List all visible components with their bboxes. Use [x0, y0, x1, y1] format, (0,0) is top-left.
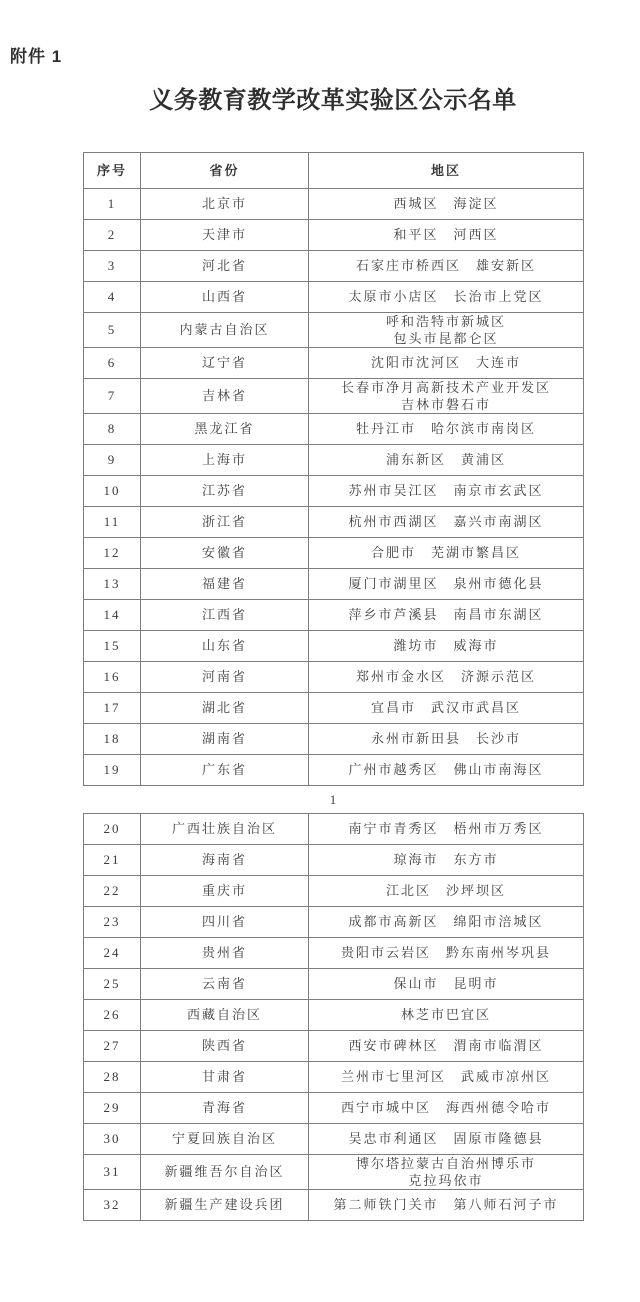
cell-province: 贵州省 [141, 938, 309, 969]
table-row [84, 1000, 584, 1031]
table-row [84, 631, 584, 662]
cell-province: 四川省 [141, 907, 309, 938]
cell-province: 河北省 [141, 251, 309, 282]
cell-province: 内蒙古自治区 [141, 313, 309, 348]
table-row [84, 220, 584, 251]
cell-regions: 江北区 沙坪坝区 [309, 876, 584, 907]
cell-province: 宁夏回族自治区 [141, 1124, 309, 1155]
cell-regions: 永州市新田县 长沙市 [309, 724, 584, 755]
table-row [84, 538, 584, 569]
cell-row-number: 29 [84, 1093, 141, 1124]
cell-row-number: 24 [84, 938, 141, 969]
cell-province: 河南省 [141, 662, 309, 693]
cell-province: 山东省 [141, 631, 309, 662]
cell-province: 甘肃省 [141, 1062, 309, 1093]
page-title: 义务教育教学改革实验区公示名单 [149, 88, 517, 114]
cell-row-number: 6 [84, 348, 141, 379]
cell-province: 黑龙江省 [141, 414, 309, 445]
cell-row-number: 26 [84, 1000, 141, 1031]
table-row [84, 1155, 584, 1190]
cell-row-number: 14 [84, 600, 141, 631]
cell-province: 湖北省 [141, 693, 309, 724]
cell-row-number: 4 [84, 282, 141, 313]
cell-province: 云南省 [141, 969, 309, 1000]
cell-regions: 郑州市金水区 济源示范区 [309, 662, 584, 693]
cell-regions: 潍坊市 威海市 [309, 631, 584, 662]
roster-table-page2 [83, 813, 584, 1221]
table-row [84, 569, 584, 600]
cell-regions: 厦门市湖里区 泉州市德化县 [309, 569, 584, 600]
cell-regions: 广州市越秀区 佛山市南海区 [309, 755, 584, 786]
cell-regions: 浦东新区 黄浦区 [309, 445, 584, 476]
table-row [84, 876, 584, 907]
table-row [84, 189, 584, 220]
table-row [84, 693, 584, 724]
cell-regions: 第二师铁门关市 第八师石河子市 [309, 1190, 584, 1221]
cell-row-number: 22 [84, 876, 141, 907]
table-row [84, 1031, 584, 1062]
cell-regions: 西宁市城中区 海西州德令哈市 [309, 1093, 584, 1124]
table-row [84, 1093, 584, 1124]
cell-regions [309, 379, 584, 414]
table-row [84, 814, 584, 845]
cell-regions: 保山市 昆明市 [309, 969, 584, 1000]
cell-province: 江苏省 [141, 476, 309, 507]
cell-province: 广东省 [141, 755, 309, 786]
cell-province: 安徽省 [141, 538, 309, 569]
cell-regions: 和平区 河西区 [309, 220, 584, 251]
table-row [84, 414, 584, 445]
table-row [84, 379, 584, 414]
table-row [84, 662, 584, 693]
cell-row-number: 1 [84, 189, 141, 220]
cell-province: 新疆维吾尔自治区 [141, 1155, 309, 1190]
table-row [84, 445, 584, 476]
cell-row-number: 28 [84, 1062, 141, 1093]
cell-province: 天津市 [141, 220, 309, 251]
cell-regions [309, 1155, 584, 1190]
cell-row-number: 5 [84, 313, 141, 348]
cell-regions: 苏州市吴江区 南京市玄武区 [309, 476, 584, 507]
table-row [84, 476, 584, 507]
table-row [84, 755, 584, 786]
table-row [84, 724, 584, 755]
cell-regions: 宜昌市 武汉市武昌区 [309, 693, 584, 724]
cell-row-number: 2 [84, 220, 141, 251]
table-row [84, 1124, 584, 1155]
cell-regions: 林芝市巴宜区 [309, 1000, 584, 1031]
cell-row-number: 10 [84, 476, 141, 507]
cell-province: 江西省 [141, 600, 309, 631]
cell-row-number: 8 [84, 414, 141, 445]
cell-regions: 西安市碑林区 渭南市临渭区 [309, 1031, 584, 1062]
cell-regions: 太原市小店区 长治市上党区 [309, 282, 584, 313]
table-row [84, 282, 584, 313]
cell-regions: 琼海市 东方市 [309, 845, 584, 876]
cell-regions: 西城区 海淀区 [309, 189, 584, 220]
cell-province: 湖南省 [141, 724, 309, 755]
cell-regions: 成都市高新区 绵阳市涪城区 [309, 907, 584, 938]
cell-row-number: 25 [84, 969, 141, 1000]
cell-province: 海南省 [141, 845, 309, 876]
cell-province: 新疆生产建设兵团 [141, 1190, 309, 1221]
region-name: 长春市净月高新技术产业开发区 [340, 380, 551, 395]
cell-row-number: 3 [84, 251, 141, 282]
column-header-region: 地区 [309, 153, 584, 189]
cell-row-number: 21 [84, 845, 141, 876]
column-header-province: 省份 [141, 153, 309, 189]
cell-row-number: 7 [84, 379, 141, 414]
region-name: 呼和浩特市新城区 [385, 314, 506, 329]
cell-province: 浙江省 [141, 507, 309, 538]
cell-row-number: 32 [84, 1190, 141, 1221]
cell-province: 福建省 [141, 569, 309, 600]
cell-province: 吉林省 [141, 379, 309, 414]
cell-regions: 贵阳市云岩区 黔东南州岑巩县 [309, 938, 584, 969]
table-row [84, 600, 584, 631]
cell-regions [309, 313, 584, 348]
cell-province: 广西壮族自治区 [141, 814, 309, 845]
cell-row-number: 16 [84, 662, 141, 693]
cell-province: 辽宁省 [141, 348, 309, 379]
cell-regions: 杭州市西湖区 嘉兴市南湖区 [309, 507, 584, 538]
table-row [84, 969, 584, 1000]
table-row [84, 313, 584, 348]
cell-row-number: 12 [84, 538, 141, 569]
table-row [84, 907, 584, 938]
cell-province: 上海市 [141, 445, 309, 476]
cell-regions: 牡丹江市 哈尔滨市南岗区 [309, 414, 584, 445]
column-header-no: 序号 [84, 153, 141, 189]
cell-row-number: 27 [84, 1031, 141, 1062]
cell-province: 北京市 [141, 189, 309, 220]
table-row [84, 845, 584, 876]
cell-row-number: 17 [84, 693, 141, 724]
cell-regions: 合肥市 芜湖市繁昌区 [309, 538, 584, 569]
cell-regions: 吴忠市利通区 固原市隆德县 [309, 1124, 584, 1155]
cell-row-number: 18 [84, 724, 141, 755]
table-row [84, 1062, 584, 1093]
region-name: 博尔塔拉蒙古自治州博乐市 [355, 1156, 536, 1171]
cell-row-number: 11 [84, 507, 141, 538]
cell-regions: 兰州市七里河区 武威市凉州区 [309, 1062, 584, 1093]
cell-regions: 南宁市青秀区 梧州市万秀区 [309, 814, 584, 845]
cell-row-number: 31 [84, 1155, 141, 1190]
cell-row-number: 15 [84, 631, 141, 662]
cell-row-number: 19 [84, 755, 141, 786]
region-name: 包头市昆都仑区 [393, 331, 499, 346]
page-number: 1 [329, 792, 337, 807]
attachment-label: 附件 1 [10, 47, 63, 66]
cell-row-number: 13 [84, 569, 141, 600]
cell-row-number: 20 [84, 814, 141, 845]
region-name: 克拉玛依市 [408, 1173, 484, 1188]
cell-province: 重庆市 [141, 876, 309, 907]
table-row [84, 938, 584, 969]
cell-province: 青海省 [141, 1093, 309, 1124]
document-content [83, 80, 583, 1221]
cell-regions: 石家庄市桥西区 雄安新区 [309, 251, 584, 282]
table-row [84, 507, 584, 538]
table-row [84, 1190, 584, 1221]
roster-table-page1 [83, 152, 584, 786]
cell-province: 陕西省 [141, 1031, 309, 1062]
cell-row-number: 9 [84, 445, 141, 476]
cell-regions: 沈阳市沈河区 大连市 [309, 348, 584, 379]
cell-row-number: 23 [84, 907, 141, 938]
cell-row-number: 30 [84, 1124, 141, 1155]
region-name: 吉林市磐石市 [400, 397, 491, 412]
table-row [84, 251, 584, 282]
cell-province: 西藏自治区 [141, 1000, 309, 1031]
cell-province: 山西省 [141, 282, 309, 313]
table-row [84, 348, 584, 379]
cell-regions: 萍乡市芦溪县 南昌市东湖区 [309, 600, 584, 631]
table-header-row [84, 153, 584, 189]
